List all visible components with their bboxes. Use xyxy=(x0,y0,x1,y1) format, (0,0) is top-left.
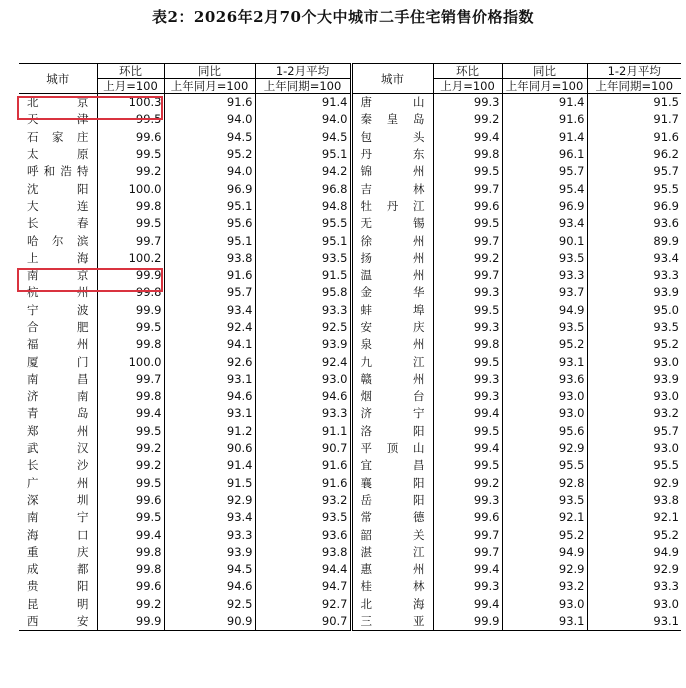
avg-right: 93.6 xyxy=(587,215,681,232)
avg-left: 92.4 xyxy=(255,353,351,370)
header-city: 城市 xyxy=(19,64,97,94)
yoy-right: 93.3 xyxy=(502,267,587,284)
mom-left: 100.2 xyxy=(97,250,164,267)
yoy-left: 92.5 xyxy=(164,596,255,613)
avg-right: 95.7 xyxy=(587,163,681,180)
yoy-right: 92.9 xyxy=(502,440,587,457)
yoy-right: 93.0 xyxy=(502,388,587,405)
avg-right: 91.7 xyxy=(587,111,681,128)
city-right: 岳阳 xyxy=(351,492,433,509)
table-row xyxy=(19,457,681,474)
table-row xyxy=(19,492,681,509)
mom-right: 99.3 xyxy=(433,388,502,405)
mom-right: 99.2 xyxy=(433,111,502,128)
city-left: 西安 xyxy=(19,613,97,631)
avg-left: 95.8 xyxy=(255,284,351,301)
yoy-left: 93.8 xyxy=(164,250,255,267)
header-mom-base: 上月=100 xyxy=(97,79,164,94)
city-right: 牡丹江 xyxy=(351,198,433,215)
avg-right: 95.7 xyxy=(587,423,681,440)
avg-right: 93.2 xyxy=(587,405,681,422)
highlight-box-shanghai xyxy=(17,268,163,292)
mom-right: 99.3 xyxy=(433,578,502,595)
yoy-right: 93.5 xyxy=(502,250,587,267)
mom-left: 99.8 xyxy=(97,561,164,578)
mom-right: 99.3 xyxy=(433,94,502,112)
city-left: 青岛 xyxy=(27,406,89,421)
mom-left: 99.5 xyxy=(97,475,164,492)
city-left: 长春 xyxy=(27,216,89,231)
city-right: 秦皇岛 xyxy=(351,111,433,128)
avg-right: 89.9 xyxy=(587,232,681,249)
city-right: 平顶山 xyxy=(351,440,433,457)
city-left: 长沙 xyxy=(27,458,89,473)
avg-right: 91.5 xyxy=(587,94,681,112)
city-right: 北海 xyxy=(351,596,433,613)
yoy-left: 91.4 xyxy=(164,457,255,474)
yoy-left: 95.6 xyxy=(164,215,255,232)
city-left: 上海 xyxy=(27,250,89,265)
mom-right: 99.8 xyxy=(433,336,502,353)
avg-left: 93.5 xyxy=(255,509,351,526)
mom-right: 99.5 xyxy=(433,163,502,180)
table-row xyxy=(19,440,681,457)
yoy-left: 91.2 xyxy=(164,423,255,440)
avg-left: 93.3 xyxy=(255,405,351,422)
city-left: 昆明 xyxy=(27,596,89,611)
yoy-right: 92.1 xyxy=(502,509,587,526)
city-right: 锦州 xyxy=(351,163,433,180)
mom-left: 99.5 xyxy=(97,146,164,163)
mom-right: 99.3 xyxy=(433,284,502,301)
yoy-right: 93.5 xyxy=(502,492,587,509)
header-yoy-base-right: 上年同月=100 xyxy=(502,79,587,94)
avg-left: 94.2 xyxy=(255,163,351,180)
mom-left: 99.5 xyxy=(97,423,164,440)
mom-left: 100.0 xyxy=(97,353,164,370)
mom-left: 99.9 xyxy=(97,267,164,284)
city-left: 大连 xyxy=(27,198,89,213)
mom-right: 99.7 xyxy=(433,267,502,284)
mom-left: 100.3 xyxy=(97,94,164,112)
mom-right: 99.5 xyxy=(433,457,502,474)
city-left: 成都 xyxy=(27,562,89,577)
city-right: 安庆 xyxy=(351,319,433,336)
avg-right: 93.8 xyxy=(587,492,681,509)
yoy-left: 94.6 xyxy=(164,388,255,405)
mom-left: 99.7 xyxy=(97,232,164,249)
yoy-right: 94.9 xyxy=(502,302,587,319)
mom-left: 99.5 xyxy=(97,319,164,336)
mom-left: 99.8 xyxy=(97,388,164,405)
header-avg-base-right: 上年同期=100 xyxy=(587,79,681,94)
mom-left: 99.2 xyxy=(97,457,164,474)
yoy-right: 95.4 xyxy=(502,180,587,197)
yoy-left: 93.1 xyxy=(164,405,255,422)
mom-left: 99.4 xyxy=(97,526,164,543)
yoy-left: 90.9 xyxy=(164,613,255,631)
yoy-left: 94.6 xyxy=(164,578,255,595)
city-left: 广州 xyxy=(27,475,89,490)
avg-right: 95.5 xyxy=(587,457,681,474)
city-right: 洛阳 xyxy=(351,423,433,440)
city-left: 哈尔滨 xyxy=(27,233,89,248)
mom-right: 99.2 xyxy=(433,250,502,267)
mom-left: 99.5 xyxy=(97,215,164,232)
avg-right: 93.0 xyxy=(587,353,681,370)
city-left: 石家庄 xyxy=(27,129,89,144)
header-yoy-base: 上年同月=100 xyxy=(164,79,255,94)
table-row xyxy=(19,146,681,163)
mom-right: 99.4 xyxy=(433,561,502,578)
avg-right: 92.9 xyxy=(587,561,681,578)
city-right: 韶关 xyxy=(351,526,433,543)
table-row xyxy=(19,509,681,526)
yoy-left: 96.9 xyxy=(164,180,255,197)
mom-right: 99.5 xyxy=(433,215,502,232)
table-row xyxy=(19,423,681,440)
city-left: 郑州 xyxy=(27,423,89,438)
highlight-box-beijing xyxy=(17,96,163,120)
city-left: 深圳 xyxy=(27,492,89,507)
table-row xyxy=(19,578,681,595)
header-avg: 1-2月平均 xyxy=(255,64,351,79)
table-row xyxy=(19,405,681,422)
mom-right: 99.7 xyxy=(433,232,502,249)
avg-left: 93.6 xyxy=(255,526,351,543)
yoy-left: 93.3 xyxy=(164,526,255,543)
mom-right: 99.8 xyxy=(433,146,502,163)
city-right: 惠州 xyxy=(351,561,433,578)
avg-right: 95.0 xyxy=(587,302,681,319)
avg-left: 94.8 xyxy=(255,198,351,215)
yoy-right: 95.7 xyxy=(502,163,587,180)
yoy-left: 94.1 xyxy=(164,336,255,353)
table-row xyxy=(19,544,681,561)
mom-left: 99.7 xyxy=(97,371,164,388)
yoy-right: 93.5 xyxy=(502,319,587,336)
city-right: 无锡 xyxy=(351,215,433,232)
yoy-left: 90.6 xyxy=(164,440,255,457)
mom-left: 99.8 xyxy=(97,544,164,561)
city-right: 包头 xyxy=(351,129,433,146)
city-left: 沈阳 xyxy=(27,181,89,196)
avg-left: 95.1 xyxy=(255,232,351,249)
mom-left: 99.8 xyxy=(97,198,164,215)
avg-left: 91.5 xyxy=(255,267,351,284)
mom-right: 99.4 xyxy=(433,596,502,613)
yoy-left: 95.1 xyxy=(164,198,255,215)
mom-right: 99.5 xyxy=(433,353,502,370)
mom-left: 99.2 xyxy=(97,596,164,613)
city-left: 南宁 xyxy=(27,510,89,525)
mom-right: 99.7 xyxy=(433,180,502,197)
city-left: 海口 xyxy=(27,527,89,542)
mom-left: 99.4 xyxy=(97,405,164,422)
city-right: 襄阳 xyxy=(351,475,433,492)
yoy-left: 93.4 xyxy=(164,302,255,319)
mom-right: 99.7 xyxy=(433,526,502,543)
table-row xyxy=(19,371,681,388)
table-row xyxy=(19,526,681,543)
header-avg-right: 1-2月平均 xyxy=(587,64,681,79)
table-row xyxy=(19,302,681,319)
avg-left: 94.0 xyxy=(255,111,351,128)
table-body xyxy=(19,94,681,631)
yoy-right: 95.5 xyxy=(502,457,587,474)
avg-right: 93.0 xyxy=(587,388,681,405)
city-right: 扬州 xyxy=(351,250,433,267)
city-right: 桂林 xyxy=(351,578,433,595)
mom-left: 99.6 xyxy=(97,578,164,595)
avg-right: 93.4 xyxy=(587,250,681,267)
mom-right: 99.6 xyxy=(433,509,502,526)
mom-right: 99.7 xyxy=(433,544,502,561)
mom-right: 99.6 xyxy=(433,198,502,215)
yoy-right: 93.0 xyxy=(502,405,587,422)
avg-left: 95.1 xyxy=(255,146,351,163)
avg-right: 93.9 xyxy=(587,371,681,388)
yoy-right: 96.9 xyxy=(502,198,587,215)
mom-right: 99.5 xyxy=(433,423,502,440)
mom-right: 99.4 xyxy=(433,129,502,146)
city-left: 北京 xyxy=(27,95,89,110)
header-yoy-right: 同比 xyxy=(502,64,587,79)
table-row xyxy=(19,180,681,197)
table-row xyxy=(19,250,681,267)
avg-left: 93.2 xyxy=(255,492,351,509)
yoy-left: 95.2 xyxy=(164,146,255,163)
yoy-left: 94.5 xyxy=(164,129,255,146)
avg-left: 93.9 xyxy=(255,336,351,353)
mom-left: 99.6 xyxy=(97,492,164,509)
avg-left: 91.1 xyxy=(255,423,351,440)
yoy-left: 91.6 xyxy=(164,94,255,112)
city-right: 九江 xyxy=(351,353,433,370)
mom-left: 99.8 xyxy=(97,336,164,353)
yoy-left: 91.5 xyxy=(164,475,255,492)
avg-left: 93.3 xyxy=(255,302,351,319)
avg-right: 93.5 xyxy=(587,319,681,336)
mom-right: 99.5 xyxy=(433,302,502,319)
header-yoy: 同比 xyxy=(164,64,255,79)
header-avg-base: 上年同期=100 xyxy=(255,79,351,94)
avg-right: 92.9 xyxy=(587,475,681,492)
yoy-left: 92.4 xyxy=(164,319,255,336)
yoy-left: 94.0 xyxy=(164,163,255,180)
page-title: 表2：2026年2月70个大中城市二手住宅销售价格指数 xyxy=(152,8,534,26)
price-index-table xyxy=(19,63,681,631)
city-left: 天津 xyxy=(27,112,89,127)
table-row xyxy=(19,336,681,353)
table-row xyxy=(19,215,681,232)
avg-left: 95.5 xyxy=(255,215,351,232)
city-right: 泉州 xyxy=(351,336,433,353)
avg-left: 90.7 xyxy=(255,613,351,631)
city-left: 贵阳 xyxy=(27,579,89,594)
table-row xyxy=(19,353,681,370)
avg-right: 92.1 xyxy=(587,509,681,526)
avg-left: 94.5 xyxy=(255,129,351,146)
city-right: 济宁 xyxy=(351,405,433,422)
avg-right: 96.2 xyxy=(587,146,681,163)
city-right: 金华 xyxy=(351,284,433,301)
city-left: 厦门 xyxy=(27,354,89,369)
city-right: 宜昌 xyxy=(351,457,433,474)
city-right: 徐州 xyxy=(351,232,433,249)
mom-left: 99.8 xyxy=(97,284,164,301)
yoy-right: 93.7 xyxy=(502,284,587,301)
mom-right: 99.3 xyxy=(433,492,502,509)
table-row xyxy=(19,198,681,215)
avg-right: 93.0 xyxy=(587,440,681,457)
mom-right: 99.9 xyxy=(433,613,502,631)
mom-left: 99.5 xyxy=(97,509,164,526)
table-row xyxy=(19,163,681,180)
yoy-left: 93.1 xyxy=(164,371,255,388)
mom-right: 99.3 xyxy=(433,319,502,336)
mom-left: 99.9 xyxy=(97,613,164,631)
avg-left: 93.5 xyxy=(255,250,351,267)
city-right: 烟台 xyxy=(351,388,433,405)
avg-right: 93.9 xyxy=(587,284,681,301)
avg-right: 95.2 xyxy=(587,526,681,543)
yoy-right: 93.4 xyxy=(502,215,587,232)
city-left: 合肥 xyxy=(27,320,89,334)
yoy-right: 94.9 xyxy=(502,544,587,561)
yoy-right: 93.1 xyxy=(502,613,587,631)
avg-left: 91.4 xyxy=(255,94,351,112)
mom-right: 99.2 xyxy=(433,475,502,492)
mom-left: 100.0 xyxy=(97,180,164,197)
header-city-right: 城市 xyxy=(351,64,433,94)
avg-right: 94.9 xyxy=(587,544,681,561)
yoy-right: 93.2 xyxy=(502,578,587,595)
table-row xyxy=(19,388,681,405)
table-row xyxy=(19,319,681,336)
yoy-left: 94.5 xyxy=(164,561,255,578)
yoy-right: 93.0 xyxy=(502,596,587,613)
mom-right: 99.4 xyxy=(433,405,502,422)
yoy-right: 93.6 xyxy=(502,371,587,388)
mom-left: 99.9 xyxy=(97,302,164,319)
table-row xyxy=(19,475,681,492)
avg-right: 93.0 xyxy=(587,596,681,613)
mom-right: 99.4 xyxy=(433,440,502,457)
city-left: 重庆 xyxy=(27,544,89,559)
table-row xyxy=(19,596,681,613)
city-left: 南昌 xyxy=(27,371,89,386)
mom-left: 99.6 xyxy=(97,129,164,146)
header-row-2 xyxy=(19,79,681,94)
city-left: 太原 xyxy=(27,147,89,162)
city-left: 宁波 xyxy=(27,302,89,317)
city-right: 三亚 xyxy=(351,613,433,631)
yoy-left: 93.4 xyxy=(164,509,255,526)
header-row-1 xyxy=(19,64,681,79)
yoy-left: 92.9 xyxy=(164,492,255,509)
city-left: 福州 xyxy=(27,337,89,352)
yoy-right: 95.6 xyxy=(502,423,587,440)
yoy-right: 92.8 xyxy=(502,475,587,492)
mom-right: 99.3 xyxy=(433,371,502,388)
city-right: 吉林 xyxy=(351,180,433,197)
avg-right: 91.6 xyxy=(587,129,681,146)
avg-left: 94.6 xyxy=(255,388,351,405)
avg-right: 93.3 xyxy=(587,578,681,595)
avg-left: 96.8 xyxy=(255,180,351,197)
mom-left: 99.5 xyxy=(97,111,164,128)
city-left: 武汉 xyxy=(27,441,89,456)
yoy-right: 95.2 xyxy=(502,336,587,353)
table-row xyxy=(19,129,681,146)
yoy-left: 95.7 xyxy=(164,284,255,301)
yoy-left: 91.6 xyxy=(164,267,255,284)
city-right: 赣州 xyxy=(351,371,433,388)
avg-right: 93.3 xyxy=(587,267,681,284)
avg-left: 93.0 xyxy=(255,371,351,388)
yoy-right: 95.2 xyxy=(502,526,587,543)
city-right: 温州 xyxy=(351,267,433,284)
yoy-right: 96.1 xyxy=(502,146,587,163)
avg-right: 95.2 xyxy=(587,336,681,353)
table-row xyxy=(19,613,681,631)
avg-right: 95.5 xyxy=(587,180,681,197)
avg-left: 92.5 xyxy=(255,319,351,336)
header-mom-base-right: 上月=100 xyxy=(433,79,502,94)
avg-left: 94.4 xyxy=(255,561,351,578)
city-left: 杭州 xyxy=(27,285,89,300)
mom-left: 99.2 xyxy=(97,440,164,457)
yoy-left: 95.1 xyxy=(164,232,255,249)
table-row xyxy=(19,561,681,578)
yoy-right: 92.9 xyxy=(502,561,587,578)
city-right: 湛江 xyxy=(351,544,433,561)
yoy-right: 93.1 xyxy=(502,353,587,370)
avg-right: 96.9 xyxy=(587,198,681,215)
city-left: 呼和浩特 xyxy=(27,164,89,179)
avg-left: 92.7 xyxy=(255,596,351,613)
yoy-left: 94.0 xyxy=(164,111,255,128)
avg-left: 93.8 xyxy=(255,544,351,561)
avg-left: 91.6 xyxy=(255,457,351,474)
yoy-right: 90.1 xyxy=(502,232,587,249)
avg-left: 91.6 xyxy=(255,475,351,492)
city-right: 丹东 xyxy=(351,146,433,163)
yoy-right: 91.4 xyxy=(502,94,587,112)
city-right: 蚌埠 xyxy=(351,302,433,319)
city-left: 南京 xyxy=(27,268,89,283)
header-mom: 环比 xyxy=(97,64,164,79)
yoy-left: 92.6 xyxy=(164,353,255,370)
yoy-right: 91.6 xyxy=(502,111,587,128)
city-left: 济南 xyxy=(27,389,89,404)
header-mom-right: 环比 xyxy=(433,64,502,79)
avg-right: 93.1 xyxy=(587,613,681,631)
city-right: 唐山 xyxy=(351,94,433,112)
avg-left: 90.7 xyxy=(255,440,351,457)
yoy-left: 93.9 xyxy=(164,544,255,561)
city-right: 常德 xyxy=(351,509,433,526)
mom-left: 99.2 xyxy=(97,163,164,180)
table-row xyxy=(19,232,681,249)
yoy-right: 91.4 xyxy=(502,129,587,146)
avg-left: 94.7 xyxy=(255,578,351,595)
